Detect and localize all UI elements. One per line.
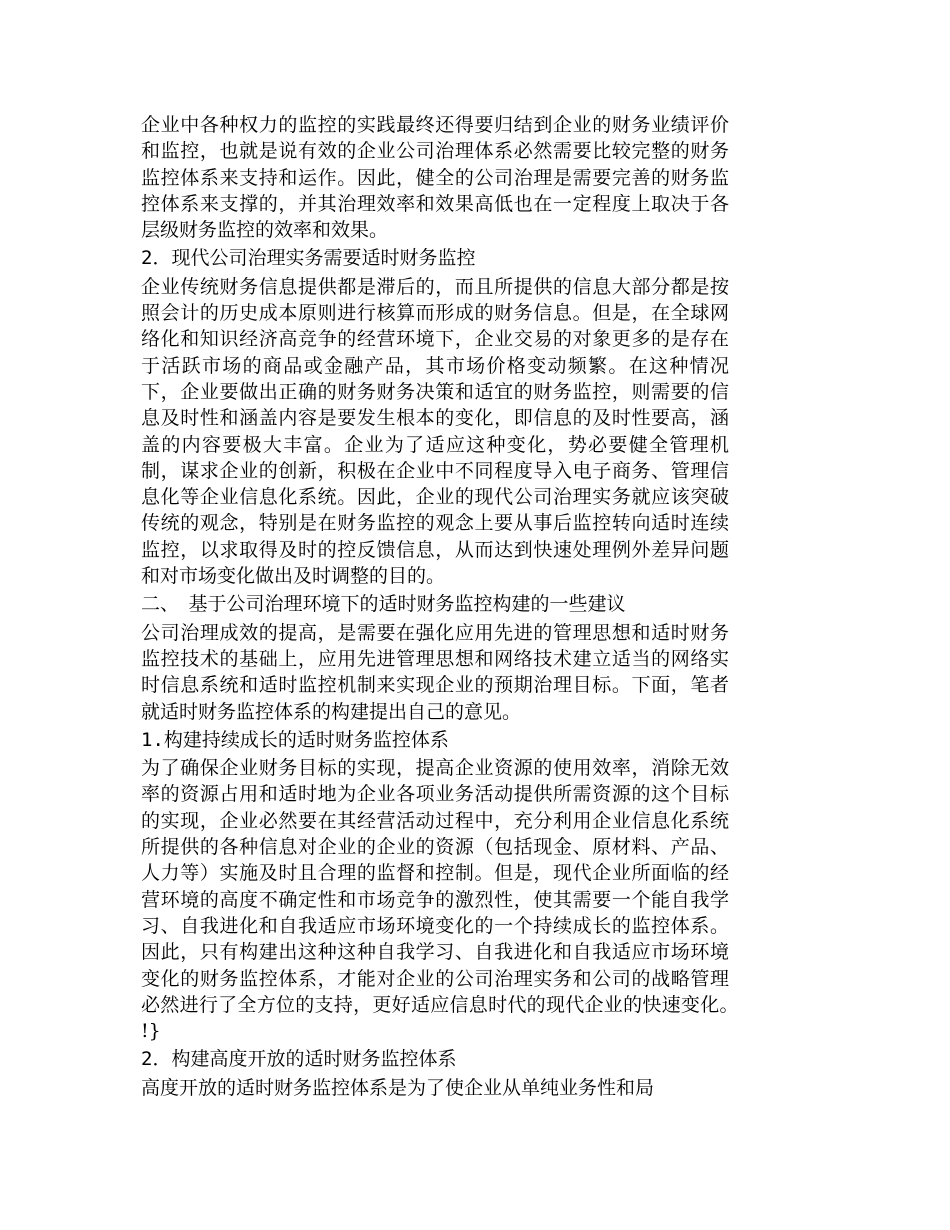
paragraph-governance-intro: 企业中各种权力的监控的实践最终还得要归结到企业的财务业绩评价和监控，也就是说有效的企业公司治理体系必然需要比较完整的财务监控体系来支持和运作。因此，健全的公司治理是需要完善的财务监控体系来支撑的，并其治理效率和效果高低也在一定程度上取决于各层级财务监控的效率和效果。 — [141, 114, 729, 242]
heading-number: 2． — [141, 247, 172, 270]
heading-text: 现代公司治理实务需要适时财务监控 — [171, 247, 476, 270]
paragraph-resource-efficiency: 为了确保企业财务目标的实现，提高企业资源的使用效率，消除无效率的资源占用和适时地为企业各项业务活动提供所需资源的这个目标的实现，企业必然要在其经营活动过程中，充分利用企业信息化系统所提供的各种信息对企业的企业的资源（包括现金、原材料、产品、人力等）实施及时且合理的监督和控制。但是，现代企业所面临的经营环境的高度不确定性和市场竞争的激烈性，使其需要一个能自我学习、自我进化和自我适应市场环境变化的一个持续成长的监控体系。因此，只有构建出这种这种自我学习、自我进化和自我适应市场环境变化的财务监控体系，才能对企业的公司治理实务和公司的战略管理必然进行了全方位的支持，更好适应信息时代的现代企业的快速变化。 !} — [141, 757, 749, 1043]
heading-number: 2． — [141, 1048, 172, 1071]
heading-text: 构建持续成长的适时财务监控体系 — [163, 728, 449, 751]
heading-open-system — [141, 1046, 729, 1072]
paragraph-open-system: 高度开放的适时财务监控体系是为了使企业从单纯业务性和局 — [141, 1076, 655, 1099]
heading-text: 基于公司治理环境下的适时财务监控构建的一些建议 — [188, 593, 626, 616]
paragraph-traditional-info: 企业传统财务信息提供都是滞后的，而且所提供的信息大部分都是按照会计的历史成本原则进行核算而形成的财务信息。但是，在全球网络化和知识经济高竞争的经营环境下，企业交易的对象更多的是存在于活跃市场的商品或金融产品，其市场价格变动频繁。在这种情况下，企业要做出正确的财务财务决策和适宜的财务监控，则需要的信息及时性和涵盖内容是要发生根本的变化，即信息的及时性要高，涵盖的内容要极大丰富。企业为了适应这种变化，势必要健全管理机制，谋求企业的创新，积极在企业中不同程度导入电子商务、管理信息化等企业信息化系统。因此，企业的现代公司治理实务就应该突破传统的观念，特别是在财务监控的观念上要从事后监控转向适时连续监控，以求取得及时的控反馈信息，从而达到快速处理例外差异问题和对市场变化做出及时调整的目的。 — [141, 275, 729, 588]
paragraph-governance-effect: 公司治理成效的提高，是需要在强化应用先进的管理思想和适时财务监控技术的基础上，应用先进管理思想和网络技术建立适当的网络实时信息系统和适时监控机制来实现企业的预期治理目标。下面，笔者就适时财务监控体系的构建提出自己的意见。 — [141, 621, 729, 723]
heading-number: 二、 — [141, 593, 189, 616]
heading-text: 构建高度开放的适时财务监控体系 — [171, 1048, 457, 1071]
heading-realtime-monitoring-need — [141, 245, 729, 271]
heading-sustained-growth-system — [141, 727, 729, 753]
heading-section-two — [141, 591, 729, 617]
heading-number: 1. — [141, 728, 164, 751]
document-page — [141, 112, 749, 1101]
